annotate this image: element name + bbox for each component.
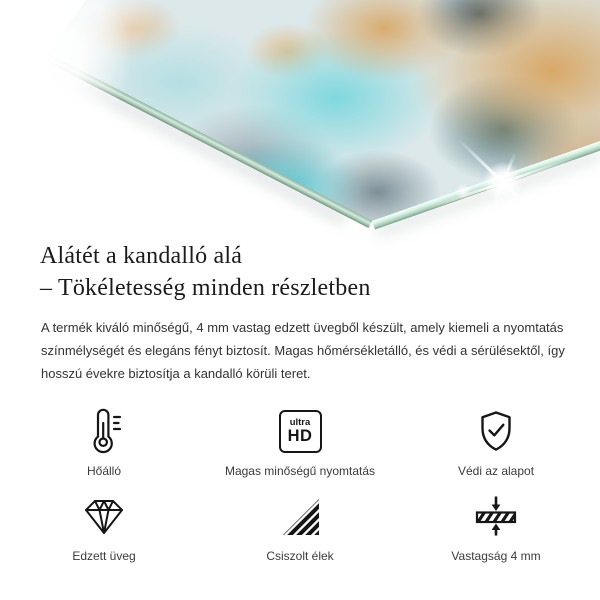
feature-grid <box>6 407 594 563</box>
feature-label: Edzett üveg <box>72 549 136 563</box>
thickness-compress-icon <box>398 492 594 540</box>
feature-thickness <box>398 492 594 563</box>
diamond-icon <box>6 492 202 540</box>
polished-edges-icon <box>202 492 398 540</box>
feature-polished-edges <box>202 492 398 563</box>
product-description: A termék kiváló minőségű, 4 mm vastag edzett üvegből készült, amely kiemeli a nyomtatás színmélységét és elegáns fényt biztosít. Magas hőmérsékletálló, és védi a sérülésektől, így hosszú évekre biztosítja a kandalló körüli teret. <box>41 320 565 381</box>
feature-label: Magas minőségű nyomtatás <box>224 464 376 478</box>
ultra-hd-icon <box>202 407 398 455</box>
page-title-line2: – Tökéletesség minden részletben <box>40 275 371 301</box>
page-title-line1: Alátét a kandalló alá <box>40 243 243 269</box>
shield-check-icon <box>398 407 594 455</box>
ultra-hd-badge-bottom: HD <box>287 427 313 445</box>
page-title <box>40 240 560 304</box>
ultra-hd-badge-top: ultra <box>289 417 311 428</box>
feature-label: Vastagság 4 mm <box>451 549 541 563</box>
feature-heat-resistant <box>6 407 202 478</box>
feature-protects-base <box>398 407 594 478</box>
feature-label: Védi az alapot <box>457 464 535 478</box>
feature-tempered-glass <box>6 492 202 563</box>
feature-label: Hőálló <box>86 464 122 478</box>
feature-high-quality-print <box>202 407 398 478</box>
product-image <box>0 0 600 234</box>
thermometer-icon <box>6 407 202 455</box>
feature-label: Csiszolt élek <box>266 549 334 563</box>
